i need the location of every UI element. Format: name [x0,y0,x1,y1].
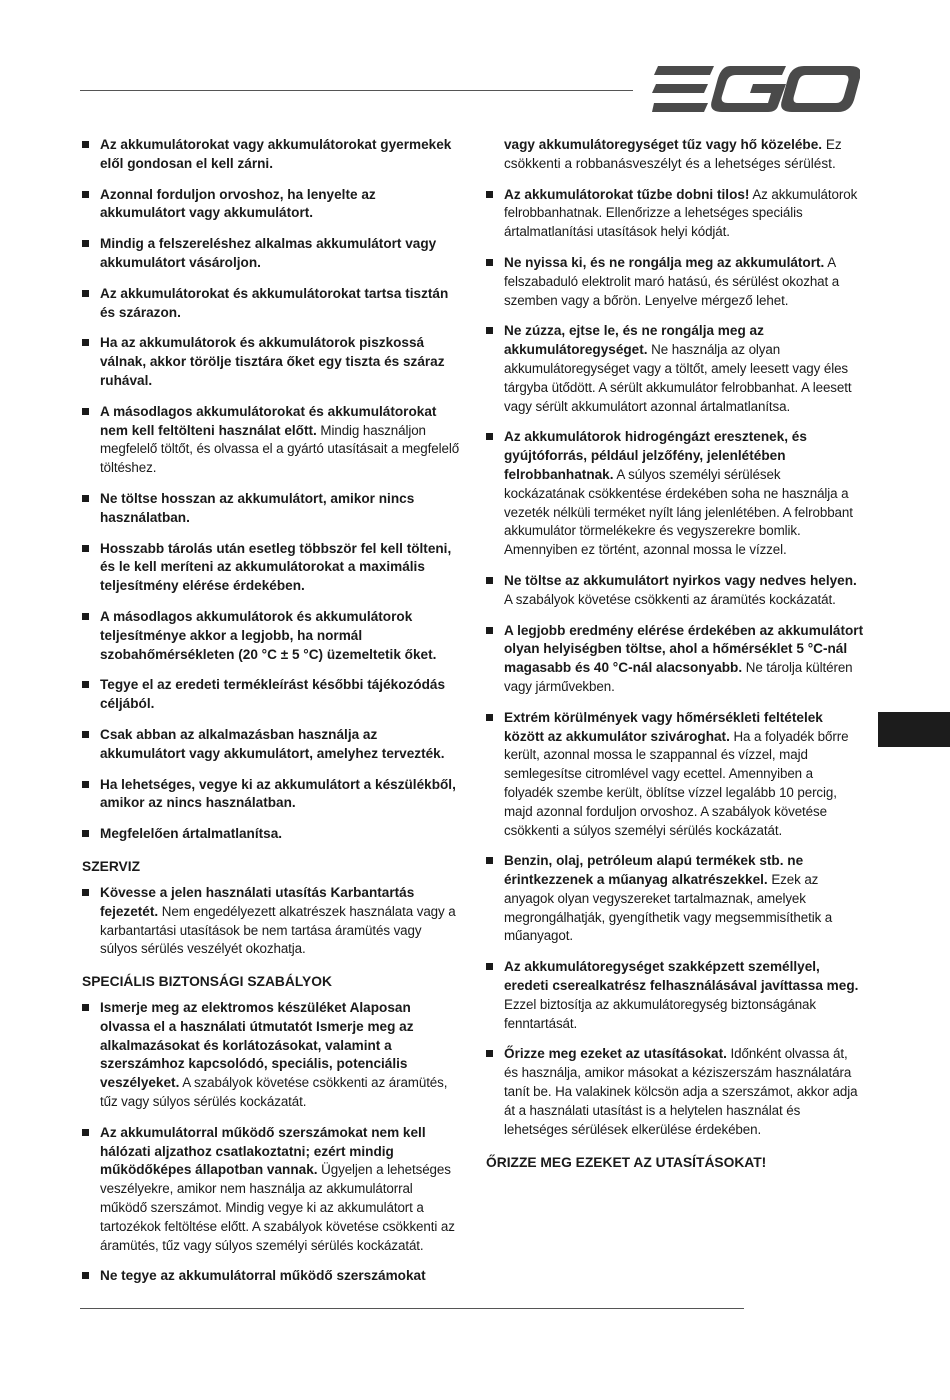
item-bold-text: Az akkumulátorral működő szerszámokat nem kell hálózati aljzathoz csatlakoztatni; ezért mindig működőképes állapotban vannak. [100,1124,426,1178]
left-column [82,136,460,1298]
item-regular-text: Ügyeljen a lehetséges veszélyekre, amikor nem használja az akkumulátorral működő szerszámot. Mindig vegye ki az akkumulátort a tartozékok feltöltése előtt. A szabályok követése csökkenti az áramütés, tűz vagy súlyos személyi sérülés kockázatát. [100,1162,455,1253]
item-bold-text: Hosszabb tárolás után esetleg többször fel kell tölteni, és le kell meríteni az akkumulátorokat a maximális teljesítmény elérése érdekében. [100,540,452,594]
list-item [486,958,864,1033]
list-item [486,322,864,416]
list-item [486,572,864,610]
item-bold-text: Ha lehetséges, vegye ki az akkumulátort a készülékből, amikor az nincs használatban. [100,776,456,811]
square-bullet-icon [82,408,89,415]
item-regular-text: A szabályok követése csökkenti az áramütés kockázatát. [504,591,836,607]
list-item [82,186,460,224]
square-bullet-icon [82,1129,89,1136]
list-item [82,999,460,1112]
square-bullet-icon [82,681,89,688]
square-bullet-icon [486,963,493,970]
section-heading-service: SZERVIZ [82,858,141,874]
list-item [486,622,864,697]
right-column [486,136,864,1170]
item-bold-text: Ne zúzza, ejtse le, és ne rongálja meg az akkumulátoregységet. [504,323,764,358]
item-bold-text: Az akkumulátorokat tűzbe dobni tilos! [504,186,750,202]
list-item [82,776,460,814]
item-bold-text: Ne töltse hosszan az akkumulátort, amikor nincs használatban. [100,490,415,525]
item-regular-text: A felszabaduló elektrolit maró hatású, és sérülést okozhat a szemben vagy a bőrön. Lenyelve mérgező lehet. [504,254,840,308]
square-bullet-icon [82,339,89,346]
list-item [486,709,864,841]
special-rules-list [82,999,460,1286]
ego-logo [652,66,860,112]
item-bold-text: Kövesse a jelen használati utasítás Karbantartás fejezetét. [100,884,415,919]
list-item [486,428,864,560]
item-regular-text: Ezek az anyagok olyan vegyszereket tartalmaznak, amelyek megrongálhatják, gyengíthetik vagy megsemmisíthetik a műanyagot. [504,872,833,944]
item-bold-text: Az akkumulátoregységet szakképzett személlyel, eredeti cserealkatrész felhasználásával javíttassa meg. [504,959,859,994]
service-list [82,884,460,959]
item-bold-text: Megfelelően ártalmatlanítsa. [100,826,283,842]
item-bold-text: A másodlagos akkumulátorokat és akkumulátorokat nem kell feltölteni használat előtt. [100,403,437,438]
square-bullet-icon [82,889,89,896]
language-tab-marker [878,712,950,747]
square-bullet-icon [486,714,493,721]
item-regular-text: Ezzel biztosítja az akkumulátoregység biztonságának fenntartását. [504,996,816,1031]
item-regular-text: Az akkumulátorok felrobbanhatnak. Ellenőrizze a lehetséges speciális ártalmatlanítási utasítások helyi kódját. [504,186,858,240]
square-bullet-icon [486,1050,493,1057]
square-bullet-icon [82,1004,89,1011]
closing-heading: ŐRIZZE MEG EZEKET AZ UTASÍTÁSOKAT! [486,1155,767,1171]
square-bullet-icon [486,857,493,864]
square-bullet-icon [82,240,89,247]
list-item [82,726,460,764]
item-regular-text: Időnként olvassa át, és használja, amikor másokat a kéziszerszám használatára tanít be. Ha valakinek kölcsön adja a szerszámot, akkor adja át a használati utasítást is a helytelen használat és lehetséges sérülések elkerülése érdekében. [504,1046,858,1137]
item-regular-text: Ne használja az olyan akkumulátoregységet vagy a töltőt, amely leesett vagy éles tárgyba ütődött. A sérült akkumulátor felrobbanhat. A leesett vagy sérült akkumulátort azonnal ártalmatlanítsa. [504,342,852,414]
item-bold-text: Az akkumulátorokat és akkumulátorokat tartsa tisztán és szárazon. [100,285,449,320]
battery-care-list [82,136,460,844]
item-regular-text: A súlyos személyi sérülések kockázatának csökkentése érdekében soha ne használja a vezeték nélküli terméket nyílt láng jelenlétében. A felrobbant akkumulátor törmelékekre és vegyszerekre bomlik. Amennyiben ez történt, azonnal mossa le vízzel. [504,466,853,558]
item-bold-text: Őrizze meg ezeket az utasításokat. [504,1046,727,1062]
continued-item: vagy akkumulátoregységet tűz vagy hő közelébe. Ez csökkenti a robbanásveszélyt és a lehetséges sérülést. [504,137,842,171]
list-item [82,285,460,323]
square-bullet-icon [82,290,89,297]
square-bullet-icon [486,577,493,584]
square-bullet-icon [486,627,493,634]
item-bold-text: Csak abban az alkalmazásban használja az akkumulátort vagy akkumulátort, amelyhez tervezték. [100,726,445,761]
item-bold-text: Az akkumulátorok hidrogéngázt eresztenek, és gyújtóforrás, például jelzőfény, jelenlétében felrobbanhatnak. [504,429,807,482]
section-heading-special: SPECIÁLIS BIZTONSÁGI SZABÁLYOK [82,974,332,990]
item-bold-text: Ne töltse az akkumulátort nyirkos vagy nedves helyen. [504,572,857,588]
item-regular-text: Ha a folyadék bőrre került, azonnal mossa le szappannal és vízzel, majd semlegesítse citromlével vagy ecettel. Amennyiben a folyadék szembe került, öblítse vízzel legalább 10 percig, majd azonnal forduljon orvoshoz. A szabályok követése csökkenti a súlyos személyi sérülés kockázatát. [504,728,849,838]
square-bullet-icon [82,781,89,788]
footer-rule [80,1308,744,1309]
item-bold-text: Azonnal forduljon orvoshoz, ha lenyelte az akkumulátort vagy akkumulátort. [100,186,376,221]
list-item [82,608,460,664]
item-regular-text: Mindig használjon megfelelő töltőt, és olvassa el a gyártó utasításait a megfelelő töltéshez. [100,422,460,476]
square-bullet-icon [82,191,89,198]
item-bold-text: Ne nyissa ki, és ne rongálja meg az akkumulátort. [504,254,825,270]
list-item [82,334,460,390]
list-item [82,676,460,714]
item-bold-text: Az akkumulátorokat vagy akkumulátorokat gyermekek elől gondosan el kell zárni. [100,137,452,171]
list-item [486,254,864,310]
list-item [82,403,460,478]
list-item [82,1267,460,1286]
square-bullet-icon [82,1272,89,1279]
item-bold-text: Extrém körülmények vagy hőmérsékleti feltételek között az akkumulátor szivároghat. [504,709,823,744]
item-bold-text: Ha az akkumulátorok és akkumulátorok piszkossá válnak, akkor törölje tisztára őket egy tiszta és száraz ruhával. [100,335,445,388]
list-item [82,490,460,528]
square-bullet-icon [486,433,493,440]
right-rules-list [486,186,864,1140]
square-bullet-icon [486,259,493,266]
square-bullet-icon [82,613,89,620]
square-bullet-icon [486,191,493,198]
item-bold-text: Ismerje meg az elektromos készüléket Alaposan olvassa el a használati útmutatót Ismerje meg az alkalmazásokat és korlátozásokat, valamint a szerszámhoz kapcsolódó, speciális, potenciális veszélyeket. [100,1000,414,1091]
item-bold-text: Mindig a felszereléshez alkalmas akkumulátort vagy akkumulátort vásároljon. [100,236,437,270]
list-item [486,852,864,946]
list-item [82,884,460,959]
list-item [82,136,460,174]
list-item [82,1124,460,1256]
square-bullet-icon [486,327,493,334]
list-item [82,825,460,844]
square-bullet-icon [82,545,89,552]
square-bullet-icon [82,731,89,738]
square-bullet-icon [82,495,89,502]
item-bold-text: Tegye el az eredeti termékleírást későbbi tájékozódás céljából. [100,677,446,712]
header-rule [80,90,633,91]
item-bold-text: Benzin, olaj, petróleum alapú termékek stb. ne érintkezzenek a műanyag alkatrészekkel. [504,853,804,888]
item-regular-text: Ne tárolja kültéren vagy járművekben. [504,660,853,694]
square-bullet-icon [82,830,89,837]
item-bold-text: A legjobb eredmény elérése érdekében az akkumulátort olyan helyiségben töltse, ahol a hőmérséklet 5 °C-nál magasabb és 40 °C-nál alacsonyabb. [504,622,864,676]
list-item [486,1045,864,1139]
square-bullet-icon [82,141,89,148]
item-bold-text: A másodlagos akkumulátorok és akkumulátorok teljesítménye akkor a legjobb, ha normál szobahőmérsékleten (20 °C ± 5 °C) üzemeltetik őket. [100,608,437,662]
list-item [82,235,460,273]
item-regular-text: A szabályok követése csökkenti az áramütés, tűz vagy súlyos sérülés kockázatát. [100,1075,448,1110]
item-regular-text: Nem engedélyezett alkatrészek használata vagy a karbantartási utasítások be nem tartása áramütés vagy súlyos sérülés veszélyét okozhatja. [100,903,456,957]
item-bold-text: Ne tegye az akkumulátorral működő szerszámokat [100,1268,426,1284]
list-item [486,186,864,242]
list-item [82,540,460,596]
